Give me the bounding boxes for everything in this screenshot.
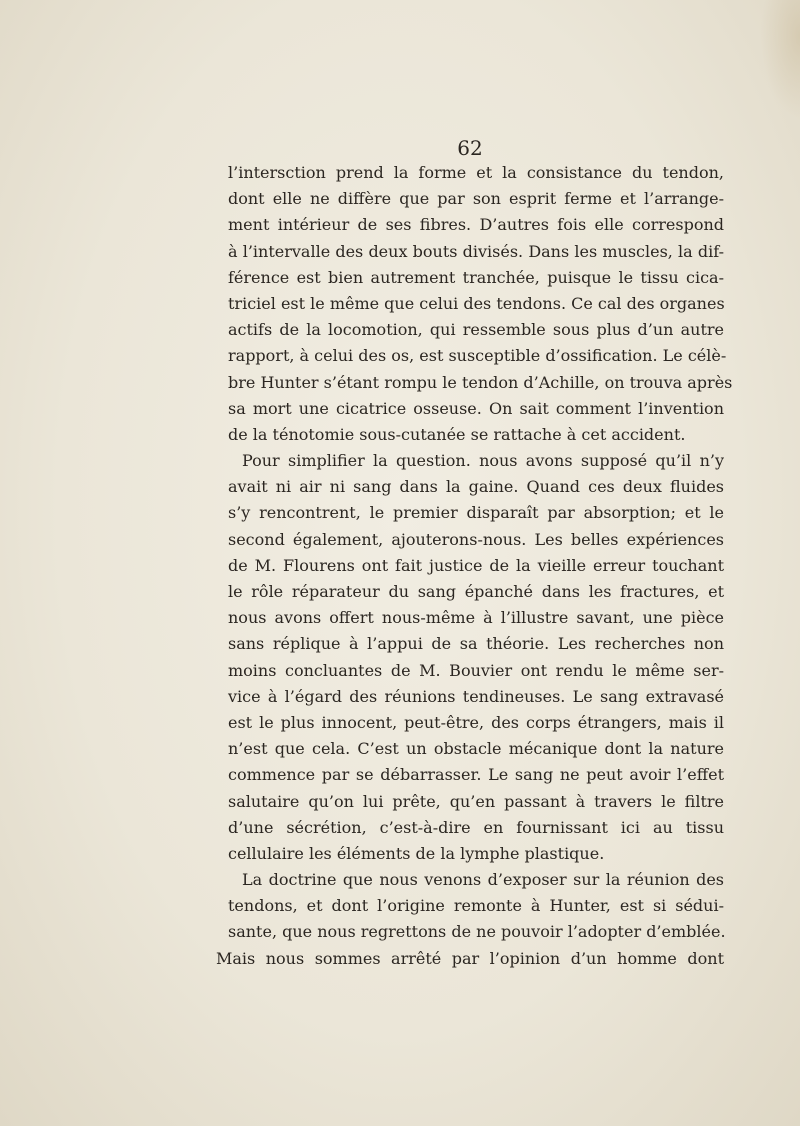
text-line: sa mort une cicatrice osseuse. On sait comment l’invention — [228, 398, 724, 418]
text-line: cellulaire les éléments de la lymphe plastique. — [228, 843, 605, 863]
text-line: second également, ajouterons-nous. Les belles expériences — [228, 529, 724, 549]
text-line: commence par se débarrasser. Le sang ne peut avoir l’effet — [228, 765, 724, 785]
text-line: avait ni air ni sang dans la gaine. Quand ces deux fluides — [228, 477, 724, 497]
text-line: de M. Flourens ont fait justice de la vieille erreur touchant — [228, 555, 724, 575]
text-line: nous avons offert nous-même à l’illustre savant, une pièce — [228, 608, 724, 628]
text-line: La doctrine que nous venons d’exposer sur la réunion des — [242, 870, 724, 890]
text-line: ment intérieur de ses fibres. D’autres fois elle correspond — [228, 215, 724, 235]
page-number-text: 62 — [457, 136, 483, 160]
text-line: sans réplique à l’appui de sa théorie. Les recherches non — [228, 634, 724, 654]
text-line: férence est bien autrement tranchée, puisque le tissu cica- — [228, 267, 724, 287]
text-line: s’y rencontrent, le premier disparaît par absorption; et le — [228, 503, 724, 523]
text-line: salutaire qu’on lui prête, qu’en passant à travers le filtre — [228, 791, 724, 811]
text-line: l’intersction prend la forme et la consistance du tendon, — [228, 163, 724, 182]
text-line: triciel est le même que celui des tendons. Ce cal des organes — [228, 293, 725, 313]
text-line: dont elle ne diffère que par son esprit ferme et l’arrange- — [228, 189, 724, 209]
paper-stain — [760, 0, 800, 120]
text-line: rapport, à celui des os, est susceptible d’ossification. Le célè- — [228, 346, 727, 366]
text-line: à l’intervalle des deux bouts divisés. Dans les muscles, la dif- — [228, 241, 724, 261]
text-line: de la ténotomie sous-cutanée se rattache à cet accident. — [228, 424, 686, 444]
body-text — [216, 160, 733, 972]
text-line: le rôle réparateur du sang épanché dans les fractures, et — [228, 582, 724, 601]
text-line: tendons, et dont l’origine remonte à Hunter, est si sédui- — [228, 896, 724, 916]
text-line: sante, que nous regrettons de ne pouvoir l’adopter d’emblée. — [228, 922, 726, 942]
text-line: Mais nous sommes arrêté par l’opinion d’un homme dont — [216, 948, 724, 968]
text-line: vice à l’égard des réunions tendineuses. Le sang extravasé — [228, 686, 724, 706]
text-line: bre Hunter s’étant rompu le tendon d’Achille, on trouva après — [228, 372, 733, 392]
page-number — [0, 136, 800, 160]
text-line: moins concluantes de M. Bouvier ont rendu le même ser- — [228, 660, 724, 680]
text-line: actifs de la locomotion, qui ressemble sous plus d’un autre — [228, 320, 724, 340]
text-line: Pour simplifier la question. nous avons supposé qu’il n’y — [242, 451, 724, 471]
text-line: d’une sécrétion, c’est-à-dire en fournissant ici au tissu — [228, 817, 724, 837]
text-line: est le plus innocent, peut-être, des corps étrangers, mais il — [228, 712, 724, 732]
text-line: n’est que cela. C’est un obstacle mécanique dont la nature — [228, 739, 724, 759]
